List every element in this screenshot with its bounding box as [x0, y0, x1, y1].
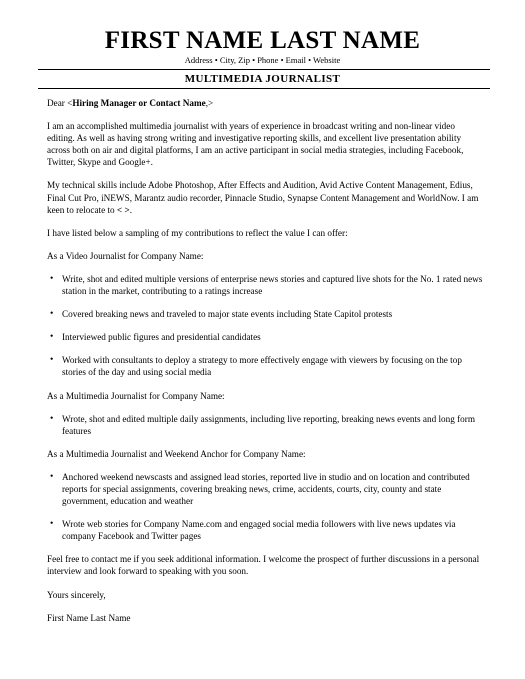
salutation-recipient: Hiring Manager or Contact Name [72, 98, 206, 108]
signature-name: First Name Last Name [47, 612, 131, 623]
video-journalist-list [47, 273, 483, 379]
skills-text-end: . [129, 204, 132, 215]
job-title: MULTIMEDIA JOURNALIST [184, 73, 341, 85]
list-item: • Wrote, shot and edited multiple daily assignments, including live reporting, breaking news events and long form features [47, 413, 483, 437]
multimedia-journalist-list [47, 413, 483, 437]
list-item: • Covered breaking news and traveled to major state events including State Capitol protests [47, 308, 483, 320]
section-heading-video-journalist: As a Video Journalist for Company Name: [47, 250, 204, 261]
skills-paragraph [47, 179, 483, 215]
header-rule-bottom [38, 88, 490, 89]
contributions-intro: I have listed below a sampling of my contributions to reflect the value I can offer: [47, 227, 348, 238]
list-item: • Interviewed public figures and presidential candidates [47, 331, 483, 343]
list-item: • Wrote web stories for Company Name.com and engaged social media followers with live news updates via company Facebook and Twitter pages [47, 518, 483, 542]
salutation [47, 97, 483, 109]
section-heading-weekend-anchor: As a Multimedia Journalist and Weekend Anchor for Company Name: [47, 448, 306, 459]
list-item: • Write, shot and edited multiple versions of enterprise news stories and captured live shots for the No. 1 rated news station in the market, contributing to a ratings increase [47, 273, 483, 297]
header-rule-top [38, 69, 490, 70]
salutation-prefix: Dear < [47, 98, 73, 108]
signoff: Yours sincerely, [47, 589, 106, 600]
salutation-suffix: ,> [205, 98, 214, 108]
section-heading-multimedia-journalist: As a Multimedia Journalist for Company Name: [47, 390, 225, 401]
contact-line: Address • City, Zip • Phone • Email • Website [184, 55, 341, 65]
intro-paragraph: I am an accomplished multimedia journalist with years of experience in broadcast writing and non-linear video editing. As well as having strong writing and investigative reporting skills, and excellent live presentation ability across both on air and digital platforms, I am an active participant in social media strategies, including Facebook, Twitter, Skype and Google+. [47, 121, 464, 168]
list-item: • Worked with consultants to deploy a strategy to more effectively engage with viewers by focusing on the top stories of the day and using social media [47, 354, 483, 378]
closing-paragraph: Feel free to contact me if you seek additional information. I welcome the prospect of further discussions in a personal interview and look forward to speaking with you soon. [47, 554, 480, 577]
skills-text: My technical skills include Adobe Photoshop, After Effects and Audition, Avid Active Content Management, Edius, Final Cut Pro, iNEWS, Marantz audio recorder, Pinnacle Studio, Synapse Content Management and WorldNow. I am keen to relocate to [47, 180, 479, 215]
applicant-name: FIRST NAME LAST NAME [104, 27, 421, 54]
letter-body [47, 97, 483, 635]
list-item: • Anchored weekend newscasts and assigned lead stories, reported live in studio and on location and contributed reports for special assignments, covering breaking news, crime, accidents, courts, city, county and state government, education and weather [47, 471, 483, 507]
weekend-anchor-list [47, 471, 483, 542]
relocation-placeholder: < > [116, 204, 130, 215]
